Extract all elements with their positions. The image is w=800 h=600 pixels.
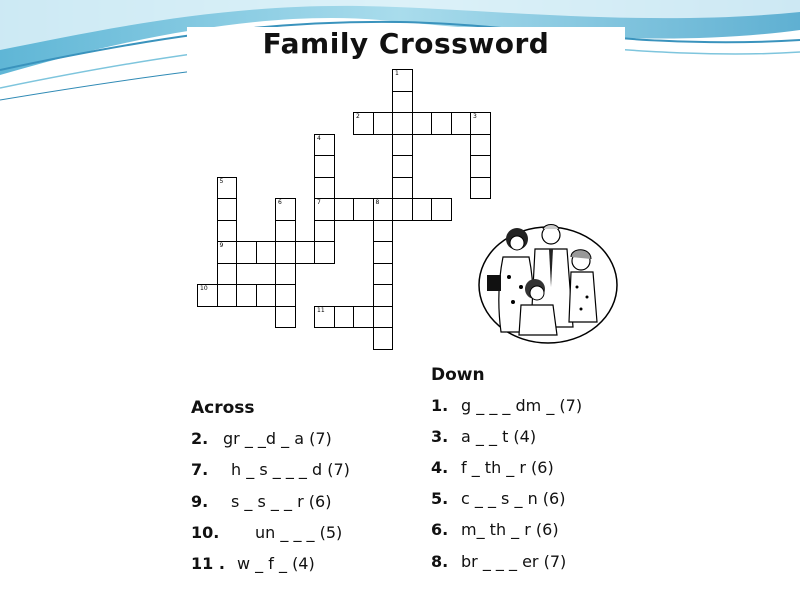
- crossword-cell[interactable]: [314, 220, 335, 243]
- across-clue-2: [191, 429, 332, 448]
- crossword-cell[interactable]: [275, 220, 296, 243]
- crossword-cell[interactable]: [373, 327, 394, 350]
- crossword-cell[interactable]: [275, 198, 296, 221]
- cell-number: 5: [219, 177, 224, 185]
- clue-number: 3.: [431, 427, 449, 446]
- crossword-cell[interactable]: [451, 112, 472, 135]
- crossword-cell[interactable]: [470, 134, 491, 157]
- crossword-cell[interactable]: [431, 112, 452, 135]
- crossword-cell[interactable]: [217, 284, 238, 307]
- clue-text: h _ s _ _ _ d (7): [231, 460, 350, 479]
- crossword-cell[interactable]: [392, 91, 413, 114]
- crossword-cell[interactable]: [275, 306, 296, 329]
- crossword-cell[interactable]: [217, 241, 238, 264]
- clue-number: 8.: [431, 552, 449, 571]
- crossword-cell[interactable]: [334, 306, 355, 329]
- clue-number: 9.: [191, 492, 209, 511]
- crossword-cell[interactable]: [373, 220, 394, 243]
- crossword-cell[interactable]: [392, 177, 413, 200]
- clue-number: 7.: [191, 460, 209, 479]
- crossword-cell[interactable]: [314, 155, 335, 178]
- cell-number: 6: [278, 199, 282, 206]
- clue-number: 4.: [431, 458, 449, 477]
- clue-text: un _ _ _ (5): [255, 523, 343, 542]
- crossword-cell[interactable]: [470, 155, 491, 178]
- crossword-cell[interactable]: [314, 241, 335, 264]
- clue-number: 2.: [191, 429, 209, 448]
- crossword-cell[interactable]: [256, 241, 277, 264]
- crossword-cell[interactable]: [314, 177, 335, 200]
- clue-number: 10.: [191, 523, 220, 542]
- crossword-cell[interactable]: [275, 284, 296, 307]
- clue-number: 5.: [431, 489, 449, 508]
- crossword-cell[interactable]: [373, 112, 394, 135]
- crossword-cell[interactable]: [236, 284, 257, 307]
- crossword-cell[interactable]: [392, 155, 413, 178]
- crossword-cell[interactable]: [373, 198, 394, 221]
- clue-text: c _ _ s _ n (6): [461, 489, 566, 508]
- clue-text: f _ th _ r (6): [461, 458, 554, 477]
- crossword-cell[interactable]: [197, 284, 218, 307]
- clue-number: 6.: [431, 520, 449, 539]
- crossword-cell[interactable]: [470, 177, 491, 200]
- down-clue-4: [431, 458, 554, 477]
- crossword-cell[interactable]: [392, 134, 413, 157]
- crossword-cell[interactable]: [236, 241, 257, 264]
- crossword-cell[interactable]: [295, 241, 316, 264]
- crossword-cell[interactable]: [373, 263, 394, 286]
- crossword-cell[interactable]: [431, 198, 452, 221]
- across-clue-9: [191, 492, 331, 511]
- crossword-cell[interactable]: [314, 306, 335, 329]
- clue-text: br _ _ _ er (7): [461, 552, 567, 571]
- down-clue-1: [431, 396, 582, 415]
- crossword-cell[interactable]: [373, 306, 394, 329]
- clue-text: g _ _ _ dm _ (7): [461, 396, 583, 415]
- down-clue-3: [431, 427, 536, 446]
- down-heading: Down: [431, 365, 485, 385]
- crossword-cell[interactable]: [275, 241, 296, 264]
- crossword-cell[interactable]: [314, 198, 335, 221]
- clue-text: gr _ _d _ a (7): [223, 429, 332, 448]
- across-clue-7: [191, 460, 350, 479]
- crossword-cell[interactable]: [412, 198, 433, 221]
- clue-text: s _ s _ _ r (6): [231, 492, 332, 511]
- down-clue-5: [431, 489, 565, 508]
- crossword-cell[interactable]: [217, 177, 238, 200]
- clue-number: 11 .: [191, 554, 225, 573]
- cell-number: 1: [395, 70, 399, 77]
- cell-number: 2: [356, 113, 360, 120]
- across-clue-11: [191, 554, 315, 573]
- across-heading: Across: [191, 398, 255, 418]
- crossword-cell[interactable]: [353, 112, 374, 135]
- crossword-cell[interactable]: [217, 220, 238, 243]
- clue-number: 1.: [431, 396, 449, 415]
- crossword-cell[interactable]: [217, 263, 238, 286]
- across-clue-10: [191, 523, 342, 542]
- worksheet-title: Family Crossword: [262, 27, 550, 60]
- crossword-cell[interactable]: [470, 112, 491, 135]
- crossword-cell[interactable]: [275, 263, 296, 286]
- worksheet: [187, 27, 625, 600]
- crossword-cell[interactable]: [392, 112, 413, 135]
- crossword-cell[interactable]: [314, 134, 335, 157]
- family-illustration: [477, 217, 619, 347]
- down-clue-8: [431, 552, 566, 571]
- crossword-cell[interactable]: [373, 241, 394, 264]
- crossword-cell[interactable]: [353, 306, 374, 329]
- crossword-cell[interactable]: [412, 112, 433, 135]
- cell-number: 8: [375, 199, 380, 206]
- cell-number: 11: [317, 306, 325, 314]
- cell-number: 9: [219, 242, 224, 249]
- crossword-cell[interactable]: [217, 198, 238, 221]
- cell-number: 10: [200, 285, 208, 292]
- clue-text: a _ _ t (4): [461, 427, 537, 446]
- crossword-cell[interactable]: [392, 198, 413, 221]
- crossword-cell[interactable]: [392, 69, 413, 92]
- crossword-cell[interactable]: [256, 284, 277, 307]
- cell-number: 7: [317, 199, 321, 206]
- cell-number: 3: [473, 113, 477, 120]
- crossword-cell[interactable]: [334, 198, 355, 221]
- clue-text: w _ f _ (4): [237, 554, 315, 573]
- crossword-cell[interactable]: [353, 198, 374, 221]
- cell-number: 4: [317, 134, 321, 142]
- crossword-cell[interactable]: [373, 284, 394, 307]
- down-clue-6: [431, 520, 559, 539]
- clue-text: m_ th _ r (6): [461, 520, 559, 539]
